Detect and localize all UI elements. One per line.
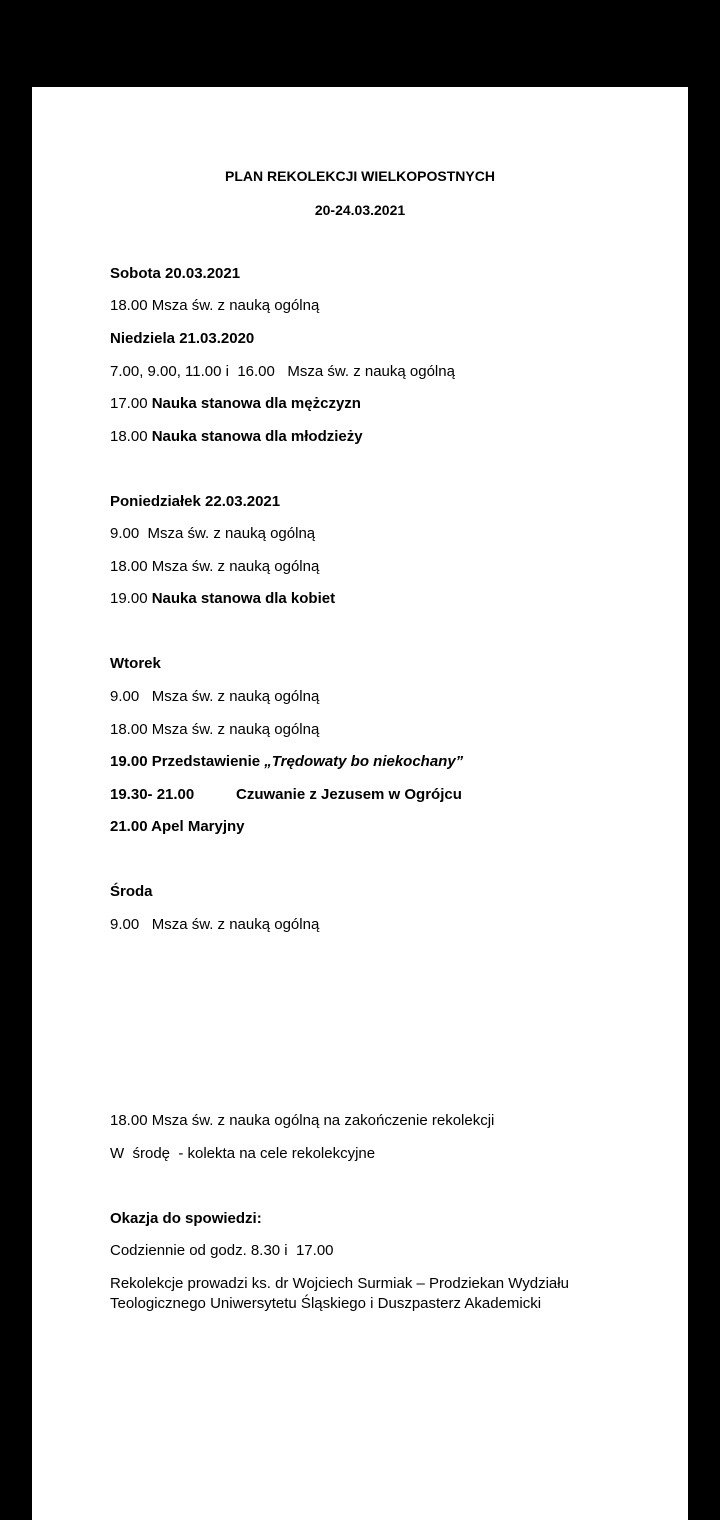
tuesday-line-3-prefix: 19.00 Przedstawienie: [110, 753, 265, 770]
tuesday-line-2: 18.00 Msza św. z nauką ogólną: [110, 721, 320, 738]
wednesday-heading: Środa: [110, 883, 153, 900]
footer-line-1: Rekolekcje prowadzi ks. dr Wojciech Surmiak – Prodziekan Wydziału: [110, 1275, 569, 1292]
footer-line-2: Teologicznego Uniwersytetu Śląskiego i Duszpasterz Akademicki: [110, 1295, 542, 1312]
wednesday-line-1: 9.00 Msza św. z nauką ogólną: [110, 916, 320, 933]
document-title: PLAN REKOLEKCJI WIELKOPOSTNYCH: [225, 168, 495, 184]
confession-heading: Okazja do spowiedzi:: [110, 1210, 262, 1227]
tuesday-heading: Wtorek: [110, 655, 161, 672]
monday-heading: Poniedziałek 22.03.2021: [110, 493, 281, 510]
document-dates: 20-24.03.2021: [314, 202, 406, 218]
tuesday-line-1: 9.00 Msza św. z nauką ogólną: [110, 688, 320, 705]
tuesday-line-3-title: „Trędowaty bo niekochany”: [264, 753, 464, 770]
sunday-line-1: 7.00, 9.00, 11.00 i 16.00 Msza św. z nauką ogólną: [110, 363, 455, 380]
monday-line-3-text: Nauka stanowa dla kobiet: [151, 590, 336, 607]
tuesday-line-5: 21.00 Apel Maryjny: [110, 818, 245, 835]
sunday-line-2: [110, 395, 361, 412]
saturday-line-1: 18.00 Msza św. z nauką ogólną: [110, 297, 320, 314]
tuesday-line-3: [110, 753, 463, 770]
sunday-line-2-time: 17.00: [110, 395, 148, 412]
sunday-line-3-text: Nauka stanowa dla młodzieży: [151, 428, 363, 445]
sunday-heading: Niedziela 21.03.2020: [110, 330, 255, 347]
sunday-line-3: [110, 428, 363, 445]
tuesday-line-4-time: 19.30- 21.00: [110, 786, 195, 803]
monday-line-3: [110, 590, 335, 607]
monday-line-2: 18.00 Msza św. z nauką ogólną: [110, 558, 320, 575]
saturday-heading: Sobota 20.03.2021: [110, 265, 241, 282]
tuesday-line-4: [110, 786, 462, 803]
confession-line-1: Codziennie od godz. 8.30 i 17.00: [110, 1242, 334, 1259]
monday-line-3-time: 19.00: [110, 590, 148, 607]
sunday-line-3-time: 18.00: [110, 428, 148, 445]
monday-line-1: 9.00 Msza św. z nauką ogólną: [110, 525, 316, 542]
tuesday-line-4-text: Czuwanie z Jezusem w Ogrójcu: [236, 786, 462, 803]
wednesday-line-3: W środę - kolekta na cele rekolekcyjne: [110, 1145, 376, 1162]
wednesday-line-2: 18.00 Msza św. z nauka ogólną na zakończenie rekolekcji: [110, 1112, 495, 1129]
sunday-line-2-text: Nauka stanowa dla mężczyzn: [151, 395, 361, 412]
document-page: [32, 87, 688, 1520]
